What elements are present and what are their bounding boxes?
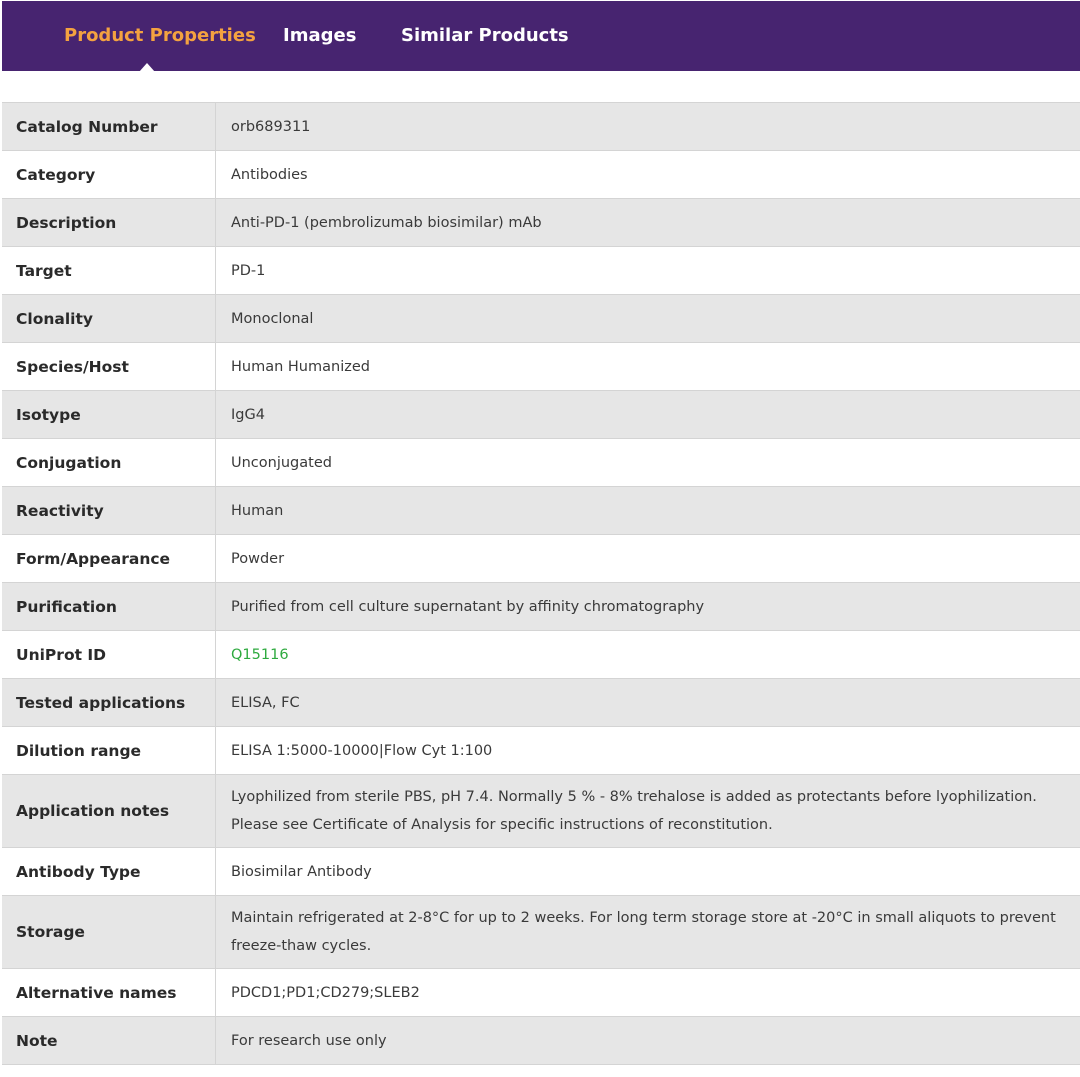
property-label: Clonality xyxy=(2,295,216,343)
property-value: Human Humanized xyxy=(216,343,1080,391)
table-row xyxy=(2,103,1080,151)
table-row xyxy=(2,775,1080,848)
property-label: Reactivity xyxy=(2,487,216,535)
table-row xyxy=(2,583,1080,631)
table-row xyxy=(2,247,1080,295)
table-row xyxy=(2,391,1080,439)
tab-images[interactable]: Images xyxy=(283,25,357,46)
property-label: Category xyxy=(2,151,216,199)
tab-bar xyxy=(2,1,1080,71)
property-value: For research use only xyxy=(216,1017,1080,1065)
table-row xyxy=(2,679,1080,727)
table-row xyxy=(2,487,1080,535)
property-label: Target xyxy=(2,247,216,295)
property-value: Purified from cell culture supernatant by affinity chromatography xyxy=(216,583,1080,631)
property-label: UniProt ID xyxy=(2,631,216,679)
tab-product-properties[interactable]: Product Properties xyxy=(64,25,256,46)
property-label: Application notes xyxy=(2,775,216,848)
table-row xyxy=(2,631,1080,679)
table-row xyxy=(2,1017,1080,1065)
property-label: Antibody Type xyxy=(2,848,216,896)
property-label: Species/Host xyxy=(2,343,216,391)
table-row xyxy=(2,727,1080,775)
table-row xyxy=(2,151,1080,199)
property-label: Dilution range xyxy=(2,727,216,775)
table-row xyxy=(2,199,1080,247)
table-row xyxy=(2,848,1080,896)
property-value: Lyophilized from sterile PBS, pH 7.4. Normally 5 % - 8% trehalose is added as protectants before lyophilization. Please see Certificate of Analysis for specific instructions of reconstitution. xyxy=(216,775,1080,848)
property-value: Biosimilar Antibody xyxy=(216,848,1080,896)
property-label: Storage xyxy=(2,896,216,969)
active-tab-indicator xyxy=(139,63,155,72)
property-label: Catalog Number xyxy=(2,103,216,151)
property-label: Conjugation xyxy=(2,439,216,487)
property-label: Description xyxy=(2,199,216,247)
property-value: Human xyxy=(216,487,1080,535)
table-row xyxy=(2,439,1080,487)
property-value: orb689311 xyxy=(216,103,1080,151)
property-label: Form/Appearance xyxy=(2,535,216,583)
product-properties-table xyxy=(2,102,1080,1065)
property-value: IgG4 xyxy=(216,391,1080,439)
property-value: PDCD1;PD1;CD279;SLEB2 xyxy=(216,969,1080,1017)
property-label: Tested applications xyxy=(2,679,216,727)
property-value: PD-1 xyxy=(216,247,1080,295)
property-label: Note xyxy=(2,1017,216,1065)
uniprot-link[interactable]: Q15116 xyxy=(231,646,289,663)
table-row xyxy=(2,969,1080,1017)
property-label: Purification xyxy=(2,583,216,631)
table-row xyxy=(2,343,1080,391)
table-row xyxy=(2,295,1080,343)
property-value: ELISA, FC xyxy=(216,679,1080,727)
table-row xyxy=(2,896,1080,969)
property-value xyxy=(216,631,1080,679)
property-value: ELISA 1:5000-10000|Flow Cyt 1:100 xyxy=(216,727,1080,775)
property-value: Unconjugated xyxy=(216,439,1080,487)
property-value: Antibodies xyxy=(216,151,1080,199)
property-value: Anti-PD-1 (pembrolizumab biosimilar) mAb xyxy=(216,199,1080,247)
property-value: Monoclonal xyxy=(216,295,1080,343)
tab-similar-products[interactable]: Similar Products xyxy=(401,25,569,46)
property-value: Maintain refrigerated at 2-8°C for up to 2 weeks. For long term storage store at -20°C in small aliquots to prevent freeze-thaw cycles. xyxy=(216,896,1080,969)
table-row xyxy=(2,535,1080,583)
property-value: Powder xyxy=(216,535,1080,583)
property-label: Alternative names xyxy=(2,969,216,1017)
property-label: Isotype xyxy=(2,391,216,439)
